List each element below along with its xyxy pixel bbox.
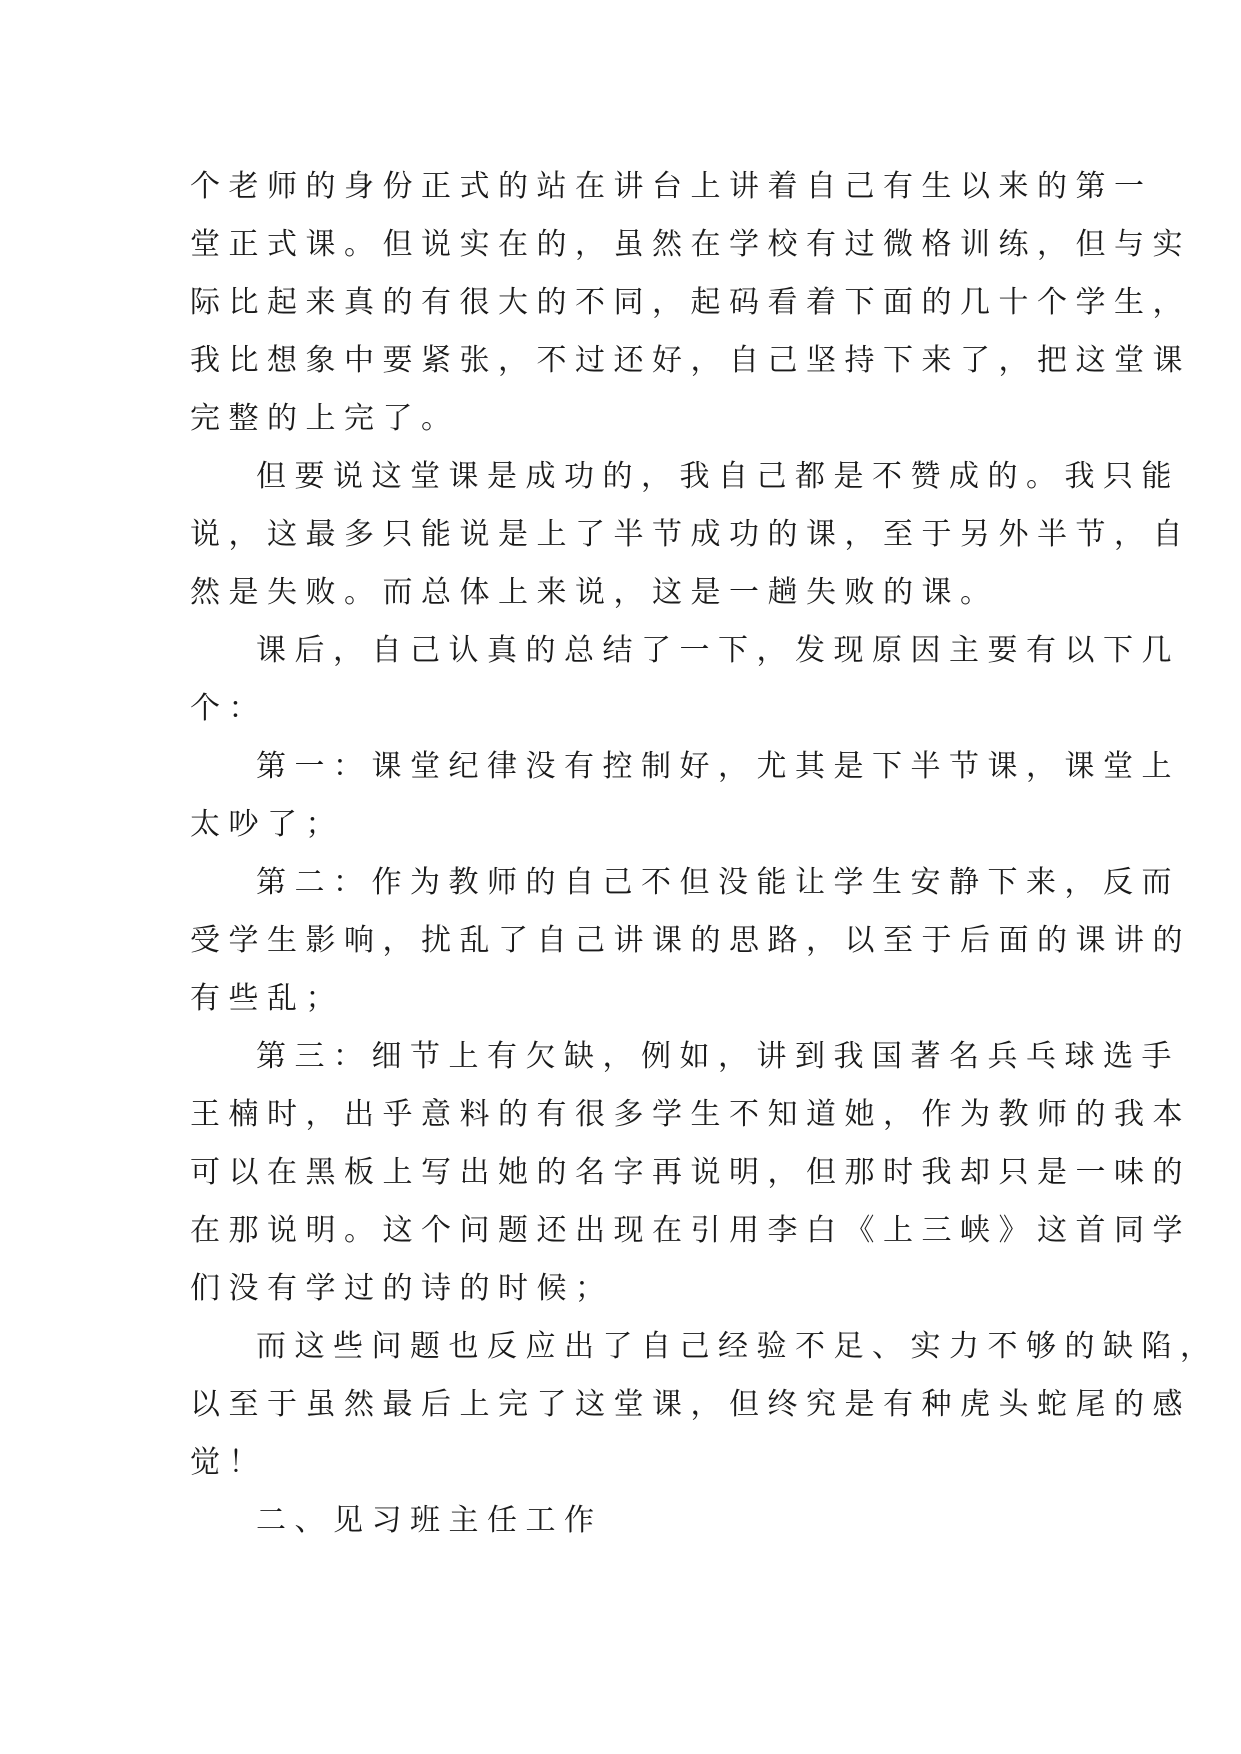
text-line: 际比起来真的有很大的不同，起码看着下面的几十个学生， — [190, 285, 1191, 320]
text-line: 完整的上完了。 — [190, 401, 460, 436]
text-line: 在那说明。这个问题还出现在引用李白《上三峡》这首同学 — [190, 1213, 1191, 1248]
document-body — [190, 158, 1219, 1550]
text-line: 可以在黑板上写出她的名字再说明，但那时我却只是一味的 — [190, 1155, 1191, 1190]
text-line: 觉！ — [190, 1445, 267, 1480]
paragraph-start-line: 第一：课堂纪律没有控制好，尤其是下半节课，课堂上 — [256, 749, 1180, 784]
paragraph-start-line: 第三：细节上有欠缺，例如，讲到我国著名兵乓球选手 — [256, 1039, 1180, 1074]
text-line: 说，这最多只能说是上了半节成功的课，至于另外半节，自 — [190, 517, 1191, 552]
text-line: 王楠时，出乎意料的有很多学生不知道她，作为教师的我本 — [190, 1097, 1191, 1132]
paragraph-start-line: 第二：作为教师的自己不但没能让学生安静下来，反而 — [256, 865, 1180, 900]
paragraph-start-line: 课后，自己认真的总结了一下，发现原因主要有以下几 — [256, 633, 1180, 668]
text-line: 以至于虽然最后上完了这堂课，但终究是有种虎头蛇尾的感 — [190, 1387, 1191, 1422]
text-line: 太吵了； — [190, 807, 344, 842]
text-line: 们没有学过的诗的时候； — [190, 1271, 614, 1306]
text-line: 有些乱； — [190, 981, 344, 1016]
text-line: 堂正式课。但说实在的，虽然在学校有过微格训练，但与实 — [190, 227, 1191, 262]
paragraph-start-line: 但要说这堂课是成功的，我自己都是不赞成的。我只能 — [256, 459, 1180, 494]
text-line: 受学生影响，扰乱了自己讲课的思路，以至于后面的课讲的 — [190, 923, 1191, 958]
paragraph-start-line: 而这些问题也反应出了自己经验不足、实力不够的缺陷， — [256, 1329, 1219, 1364]
text-line: 个老师的身份正式的站在讲台上讲着自己有生以来的第一 — [190, 169, 1153, 204]
text-line: 然是失败。而总体上来说，这是一趟失败的课。 — [190, 575, 999, 610]
text-line: 个： — [190, 691, 267, 726]
text-line: 我比想象中要紧张，不过还好，自己坚持下来了，把这堂课 — [190, 343, 1191, 378]
section-heading: 二、见习班主任工作 — [256, 1503, 603, 1538]
